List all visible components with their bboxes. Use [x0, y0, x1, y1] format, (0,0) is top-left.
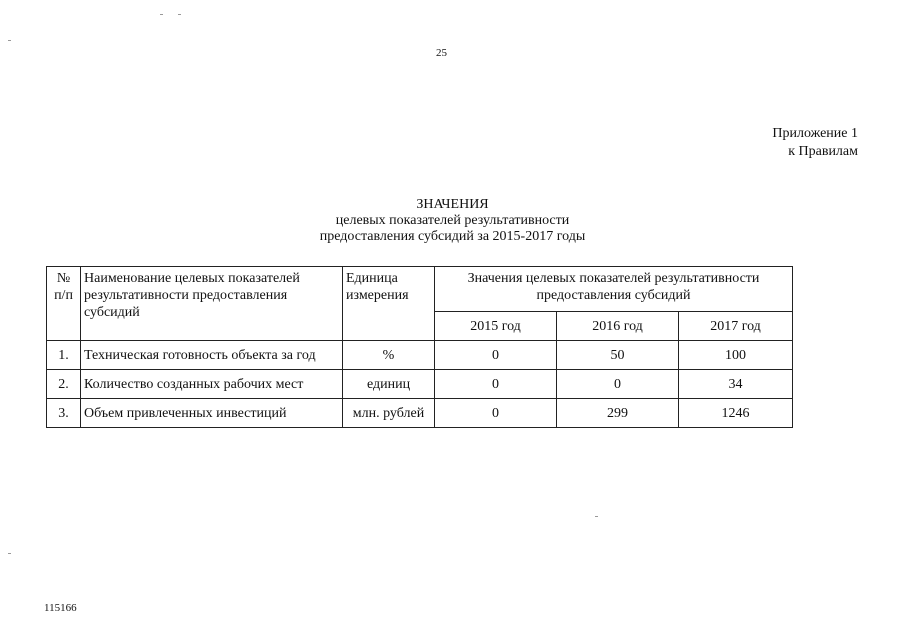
table-row: [47, 399, 793, 428]
scan-speck: [595, 516, 598, 517]
row-num: 2.: [47, 370, 81, 399]
row-value-2016: 0: [557, 370, 679, 399]
scan-speck: [8, 40, 11, 41]
row-value-2017: 1246: [679, 399, 793, 428]
header-unit: Единица измерения: [343, 267, 435, 341]
row-num: 3.: [47, 399, 81, 428]
title-line-1: ЗНАЧЕНИЯ: [416, 197, 489, 212]
header-num: № п/п: [47, 267, 81, 341]
row-value-2017: 100: [679, 341, 793, 370]
scan-speck: [160, 14, 163, 15]
row-name: Объем привлеченных инвестиций: [81, 399, 343, 428]
header-year-2016: 2016 год: [557, 312, 679, 341]
table-row: [47, 370, 793, 399]
header-values: Значения целевых показателей результативности предоставления субсидий: [435, 267, 793, 312]
appendix-note: [772, 125, 858, 161]
row-value-2015: 0: [435, 370, 557, 399]
row-value-2016: 50: [557, 341, 679, 370]
document-code: 115166: [44, 602, 77, 614]
header-year-2017: 2017 год: [679, 312, 793, 341]
document-title: [0, 197, 905, 245]
scan-speck: [178, 14, 181, 15]
header-year-2015: 2015 год: [435, 312, 557, 341]
row-value-2015: 0: [435, 399, 557, 428]
indicators-table: [46, 266, 793, 428]
page-number: 25: [436, 47, 447, 59]
appendix-line-1: Приложение 1: [772, 126, 858, 141]
header-name: Наименование целевых показателей результативности предоставления субсидий: [81, 267, 343, 341]
row-name: Техническая готовность объекта за год: [81, 341, 343, 370]
row-unit: единиц: [343, 370, 435, 399]
row-value-2015: 0: [435, 341, 557, 370]
row-num: 1.: [47, 341, 81, 370]
row-unit: млн. рублей: [343, 399, 435, 428]
title-line-2: целевых показателей результативности: [335, 213, 570, 228]
appendix-line-2: к Правилам: [788, 144, 858, 159]
row-unit: %: [343, 341, 435, 370]
row-value-2017: 34: [679, 370, 793, 399]
row-value-2016: 299: [557, 399, 679, 428]
table-row: [47, 341, 793, 370]
title-line-3: предоставления субсидий за 2015-2017 годы: [319, 229, 586, 244]
row-name: Количество созданных рабочих мест: [81, 370, 343, 399]
scan-speck: [8, 553, 11, 554]
